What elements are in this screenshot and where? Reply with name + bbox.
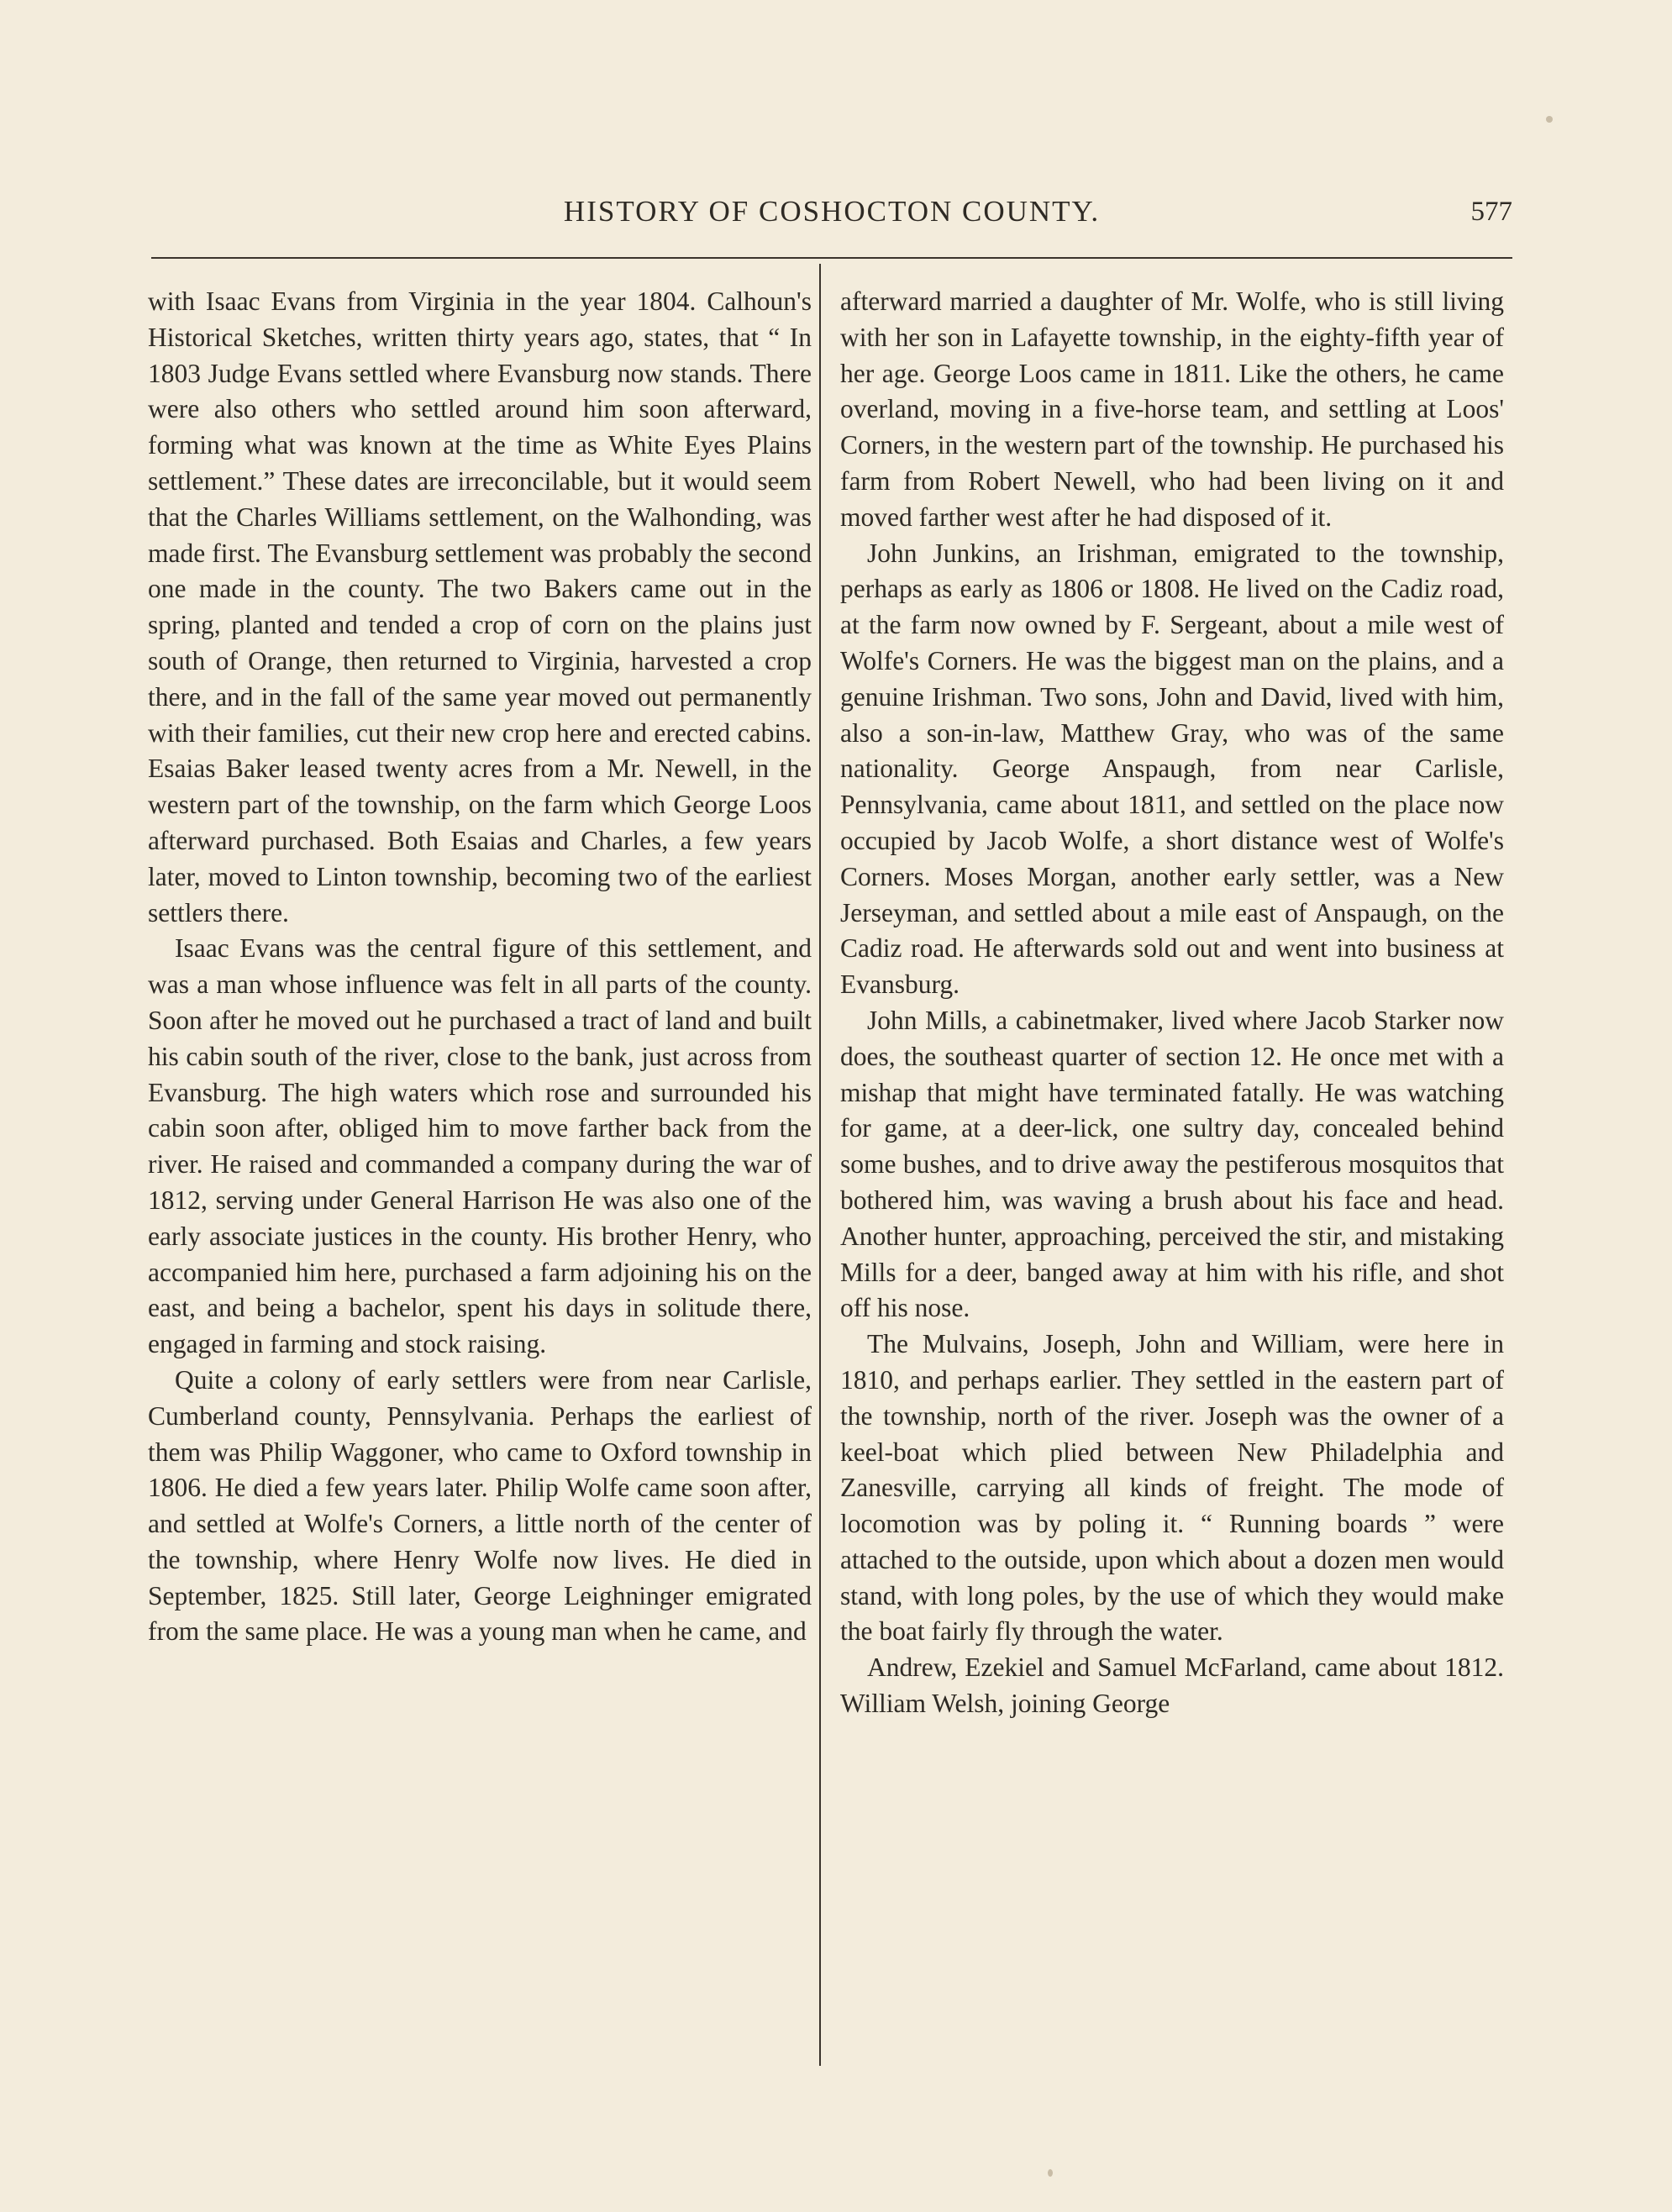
left-column — [148, 284, 812, 2065]
page-number: 577 — [1470, 197, 1512, 227]
header-rule — [151, 257, 1512, 259]
paragraph: Andrew, Ezekiel and Samuel McFarland, came about 1812. William Welsh, joining George — [840, 1652, 1504, 1719]
paragraph: The Mulvains, Joseph, John and William, were here in 1810, and perhaps earlier. They settled in the eastern part of the township, north of the river. Joseph was the owner of a keel-boat which plied between New Philadelphia and Zanesville, carrying all kinds of freight. The mode of locomotion was by poling it. “ Running boards ” were attached to the outside, upon which about a dozen men would stand, with long poles, by the use of which they would make the boat fairly fly through the water. — [840, 1329, 1504, 1647]
paragraph: Isaac Evans was the central figure of this settlement, and was a man whose influence was felt in all parts of the county. Soon after he moved out he purchased a tract of land and built his cabin south of the river, close to the bank, just across from Evansburg. The high waters which rose and surrounded his cabin soon after, obliged him to move farther back from the river. He raised and commanded a company during the war of 1812, serving under General Harrison He was also one of the early associate justices in the county. His brother Henry, who accompanied him here, purchased a farm adjoining his on the east, and being a bachelor, spent his days in solitude there, engaged in farming and stock raising. — [148, 933, 812, 1359]
paragraph: with Isaac Evans from Virginia in the year 1804. Calhoun's Historical Sketches, written thirty years ago, states, that “ In 1803 Judge Evans settled where Evansburg now stands. There were also others who settled around him soon afterward, forming what was known at the time as White Eyes Plains settlement.” These dates are irreconcilable, but it would seem that the Charles Williams settlement, on the Walhonding, was made first. The Evansburg settlement was probably the second one made in the county. The two Bakers came out in the spring, planted and tended a crop of corn on the plains just south of Orange, then returned to Virginia, harvested a crop there, and in the fall of the same year moved out permanently with their families, cut their new crop here and erected cabins. Esaias Baker leased twenty acres from a Mr. Newell, in the western part of the township, on the farm which George Loos afterward purchased. Both Esaias and Charles, a few years later, moved to Linton township, becoming two of the earliest settlers there. — [148, 286, 812, 927]
paragraph: afterward married a daughter of Mr. Wolfe, who is still living with her son in Lafayette township, in the eighty-fifth year of her age. George Loos came in 1811. Like the others, he came overland, moving in a five-horse team, and settling at Loos' Corners, in the western part of the township. He purchased his farm from Robert Newell, who had been living on it and moved farther west after he had disposed of it. — [840, 286, 1504, 532]
paper-speck — [1048, 2169, 1053, 2177]
page-header — [151, 195, 1512, 245]
paragraph: John Mills, a cabinetmaker, lived where Jacob Starker now does, the southeast quarter of section 12. He once met with a mishap that might have terminated fatally. He was watching for game, at a deer-lick, one sultry day, concealed behind some bushes, and to drive away the pestiferous mosquitos that bothered him, was waving a brush about his face and head. Another hunter, approaching, perceived the stir, and mistaking Mills for a deer, banged away at him with his rifle, and shot off his nose. — [840, 1005, 1504, 1323]
paper-speck — [1546, 116, 1553, 123]
right-column — [840, 284, 1504, 2065]
paragraph: Quite a colony of early settlers were from near Carlisle, Cumberland county, Pennsylvania. Perhaps the earliest of them was Philip Waggoner, who came to Oxford township in 1806. He died a few years later. Philip Wolfe came soon after, and settled at Wolfe's Corners, a little north of the center of the township, where Henry Wolfe now lives. He died in September, 1825. Still later, George Leighninger emigrated from the same place. He was a young man when he came, and — [148, 1364, 812, 1647]
running-title: HISTORY OF COSHOCTON COUNTY. — [563, 195, 1101, 228]
column-divider — [819, 264, 821, 2066]
paragraph: John Junkins, an Irishman, emigrated to the township, perhaps as early as 1806 or 1808. He lived on the Cadiz road, at the farm now owned by F. Sergeant, about a mile west of Wolfe's Corners. He was the biggest man on the plains, and a genuine Irishman. Two sons, John and David, lived with him, also a son-in-law, Matthew Gray, who was of the same nationality. George Anspaugh, from near Carlisle, Pennsylvania, came about 1811, and settled on the place now occupied by Jacob Wolfe, a short distance west of Wolfe's Corners. Moses Morgan, another early settler, was a New Jerseyman, and settled about a mile east of Anspaugh, on the Cadiz road. He afterwards sold out and went into business at Evansburg. — [840, 538, 1504, 1000]
